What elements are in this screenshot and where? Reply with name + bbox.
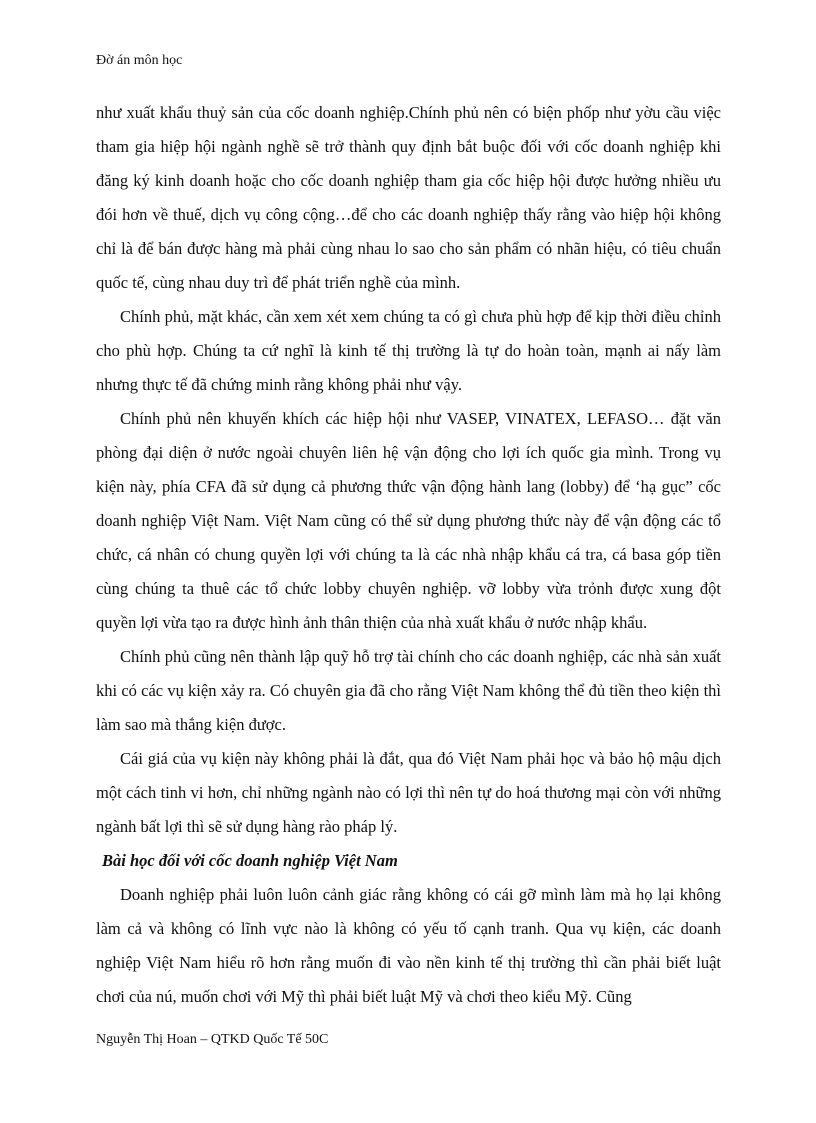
section-heading: Bài học đối với cốc doanh nghiệp Việt Nam [102, 851, 398, 870]
paragraph: Doanh nghiệp phải luôn luôn cảnh giác rằng không có cái gỡ mình làm mà họ lại không làm cả và không có lĩnh vực nào là không có yếu tố cạnh tranh. Qua vụ kiện, các doanh nghiệp Việt Nam hiểu rõ hơn rằng muốn đi vào nền kinh tế thị trường thì cần phải biết luật chơi của nú, muốn chơi với Mỹ thì phải biết luật Mỹ và chơi theo kiểu Mỹ. Cũng [96, 885, 721, 1006]
page-header: Đờ án môn học [96, 53, 183, 68]
paragraph: Chính phủ cũng nên thành lập quỹ hỗ trợ tài chính cho các doanh nghiệp, các nhà sản xuất khi có các vụ kiện xảy ra. Có chuyên gia đã cho rằng Việt Nam không thể đủ tiền theo kiện thì làm sao mà thắng kiện được. [96, 647, 721, 734]
document-body [96, 96, 721, 1014]
paragraph: như xuất khẩu thuỷ sản của cốc doanh nghiệp.Chính phủ nên có biện phốp như yờu cầu việc tham gia hiệp hội ngành nghề sẽ trở thành quy định bắt buộc đối với cốc doanh nghiệp khi đăng ký kinh doanh hoặc cho cốc doanh nghiệp tham gia cốc hiệp hội được hưởng nhiều ưu đói hơn về thuế, dịch vụ công cộng…để cho các doanh nghiệp thấy rằng vào hiệp hội không chỉ là để bán được hàng mà phải cùng nhau lo sao cho sản phẩm có nhãn hiệu, có tiêu chuẩn quốc tế, cùng nhau duy trì để phát triển nghề của mình. [96, 103, 721, 292]
paragraph: Chính phủ nên khuyến khích các hiệp hội như VASEP, VINATEX, LEFASO… đặt văn phòng đại diện ở nước ngoài chuyên liên hệ vận động cho lợi ích quốc gia mình. Trong vụ kiện này, phía CFA đã sử dụng cả phương thức vận động hành lang (lobby) để ‘hạ gục” cốc doanh nghiệp Việt Nam. Việt Nam cũng có thể sử dụng phương thức này để vận động các tổ chức, cá nhân có chung quyền lợi với chúng ta là các nhà nhập khẩu cá tra, cá basa góp tiền cùng chúng ta thuê các tổ chức lobby chuyên nghiệp. vỡ lobby vừa trỏnh được xung đột quyền lợi vừa tạo ra được hình ảnh thân thiện của nhà xuất khẩu ở nước nhập khẩu. [96, 409, 721, 632]
paragraph: Cái giá của vụ kiện này không phải là đắt, qua đó Việt Nam phải học và bảo hộ mậu dịch một cách tinh vi hơn, chỉ những ngành nào có lợi thì nên tự do hoá thương mại còn với những ngành bất lợi thì sẽ sử dụng hàng rào pháp lý. [96, 749, 721, 836]
page-footer: Nguyễn Thị Hoan – QTKD Quốc Tế 50C [96, 1032, 329, 1047]
paragraph: Chính phủ, mặt khác, cần xem xét xem chúng ta có gì chưa phù hợp để kịp thời điều chỉnh cho phù hợp. Chúng ta cứ nghĩ là kinh tế thị trường là tự do hoàn toàn, mạnh ai nấy làm nhưng thực tế đã chứng minh rằng không phải như vậy. [96, 307, 721, 394]
